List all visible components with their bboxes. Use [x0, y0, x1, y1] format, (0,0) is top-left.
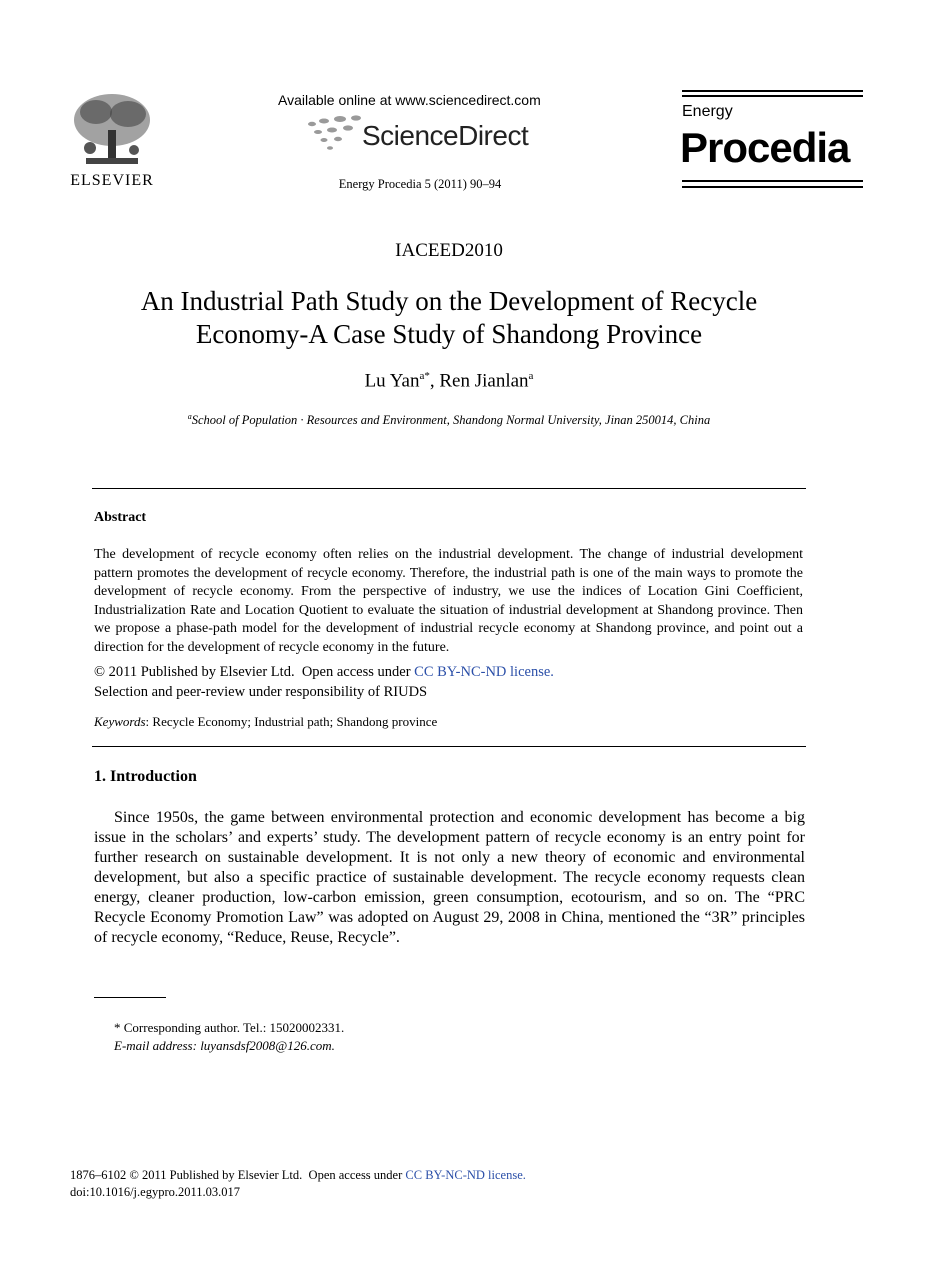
keywords-text: : Recycle Economy; Industrial path; Shandong province	[145, 714, 438, 729]
affiliation-text: School of Population · Resources and Environment, Shandong Normal University, Jinan 250014, China	[191, 413, 711, 428]
divider-bottom	[92, 746, 806, 747]
author-sup: a*	[419, 370, 430, 382]
abstract-heading: Abstract	[94, 510, 147, 525]
email-line	[114, 1038, 335, 1054]
footnote-divider	[94, 997, 166, 998]
license-link[interactable]: CC BY-NC-ND license.	[414, 664, 554, 680]
available-online-text[interactable]: Available online at www.sciencedirect.com	[278, 92, 541, 108]
author-name: Lu Yan	[364, 370, 420, 392]
section-heading: 1. Introduction	[94, 768, 197, 785]
corresponding-author: * Corresponding author. Tel.: 15020002331.	[114, 1020, 345, 1035]
author-list: Lu Yan$^{a*}$, Ren Jianlan$^a$	[364, 370, 534, 392]
energy-procedia-logo	[682, 90, 863, 190]
author-sup: a	[528, 370, 534, 382]
open-access-text: Open access under	[301, 664, 411, 680]
email-label: E-mail address	[114, 1038, 193, 1053]
conference-name: IACEED2010	[395, 240, 503, 261]
affiliation-sup: a	[187, 412, 192, 421]
affiliation	[0, 412, 898, 428]
paper-title	[0, 285, 898, 351]
footer-issn: 1876–6102 © 2011 Published by Elsevier Ltd.	[70, 1168, 303, 1182]
title-line-2: Economy-A Case Study of Shandong Province	[195, 319, 703, 349]
sciencedirect-logo-text: ScienceDirect	[362, 120, 529, 151]
copyright-line	[94, 664, 554, 681]
title-line-1: An Industrial Path Study on the Development of Recycle	[140, 286, 758, 316]
journal-citation: Energy Procedia 5 (2011) 90–94	[338, 177, 502, 191]
journal-name: Procedia	[680, 124, 850, 171]
footer-issn-line	[70, 1167, 526, 1184]
divider-top	[92, 488, 806, 489]
footer-license-link[interactable]: CC BY-NC-ND license.	[405, 1168, 526, 1182]
email-address[interactable]: : luyansdsf2008@126.com.	[192, 1038, 335, 1053]
elsevier-wordmark: ELSEVIER	[70, 172, 154, 189]
journal-series: Energy	[682, 103, 733, 120]
introduction-text: Since 1950s, the game between environmental protection and economic development has become a big issue in the scholars’ and experts’ study. The development pattern of recycle economy is an entry point for further research on sustainable development. It is not only a new theory of economic and environmental development, but also a specific practice of sustainable development. The recycle economy requests clean energy, cleaner production, low-carbon emission, green consumption, ecotourism, and so on. The “PRC Recycle Economy Promotion Law” was adopted on August 29, 2008 in China, mentioned the “3R” principles of recycle economy, “Reduce, Reuse, Recycle”.	[94, 809, 805, 946]
keywords-line	[94, 714, 437, 730]
keywords-label: Keywords	[94, 714, 146, 729]
footer-doi[interactable]: doi:10.1016/j.egypro.2011.03.017	[70, 1185, 241, 1199]
author-name: Ren Jianlan	[439, 370, 529, 392]
peer-review-line: Selection and peer-review under responsibility of RIUDS	[94, 684, 428, 700]
abstract-text: The development of recycle economy often relies on the industrial development. The change of industrial development pattern promotes the development of recycle economy. Therefore, the industrial path is one of the main ways to promote the development of recycle economy. From the perspective of industry, we use the indices of Location Gini Coefficient, Industrialization Rate and Location Quotient to evaluate the situation of industrial development at Shandong province. Then we propose a phase-path model for the development of industrial recycle economy at Shandong province, and point out a direction for the development of recycle economy in the future.	[94, 547, 803, 655]
copyright-prefix: © 2011 Published by Elsevier Ltd.	[94, 664, 295, 680]
footer-open-access: Open access under	[308, 1168, 403, 1182]
page-footer	[70, 1167, 526, 1201]
